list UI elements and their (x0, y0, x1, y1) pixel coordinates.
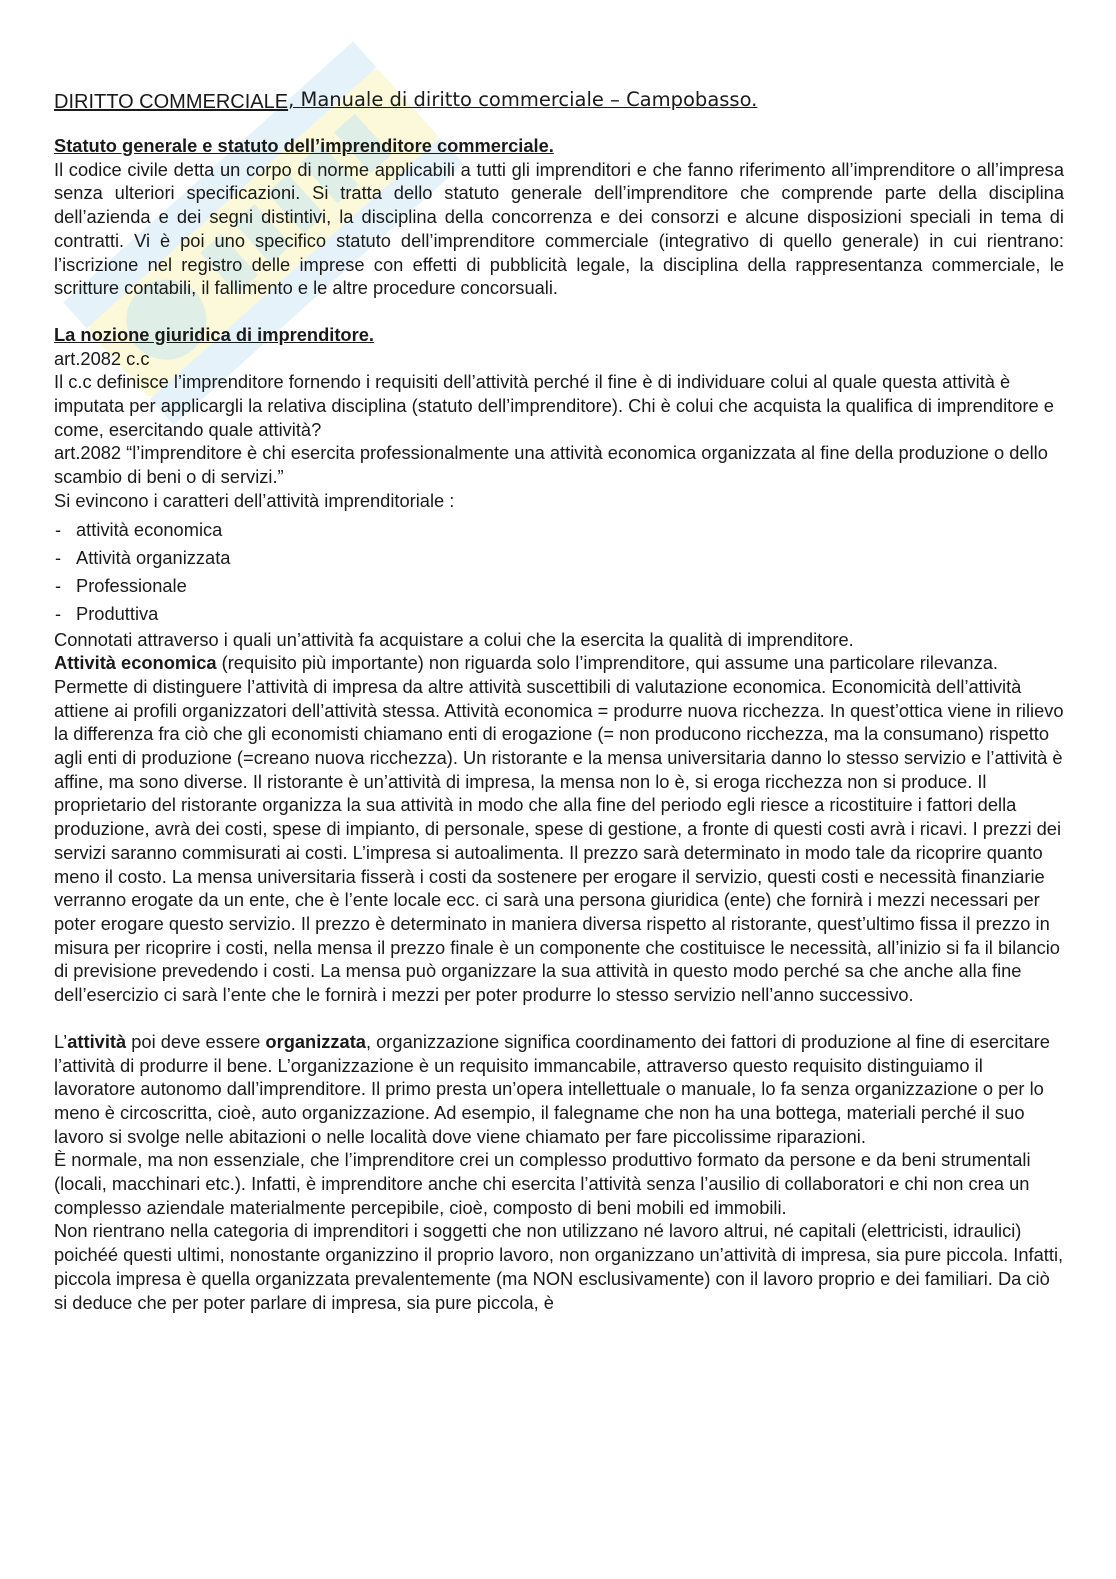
paragraph-connotati: Connotati attraverso i quali un’attività fa acquistare a colui che la esercita la qualità di imprenditore. (54, 628, 854, 650)
list-item: - Produttiva (54, 600, 1064, 628)
section-heading-statuto: Statuto generale e statuto dell’imprenditore commerciale. (54, 135, 554, 156)
document-title (54, 88, 1064, 116)
paragraph-complesso-produttivo: È normale, ma non essenziale, che l’imprenditore crei un complesso produttivo formato da persone e da beni strumentali (locali, macchinari etc.). Infatti, è imprenditore anche chi esercita l’attività senza l’ausilio di collaboratori e chi non crea un complesso aziendale materialmente percepibile, cioè, composto di beni mobili ed immobili. (54, 1149, 1031, 1218)
paragraph-caratteri-intro: Si evincono i caratteri dell’attività imprenditoriale : (54, 489, 455, 511)
bold-term: organizzata (265, 1030, 366, 1052)
section-statuto-body: Il codice civile detta un corpo di norme applicabili a tutti gli imprenditori e che fanno riferimento all’imprenditore o all’impresa senza ulteriori specificazioni. Si tratta dello statuto generale dell’imprenditore che comprende parte della disciplina dell’azienda e dei segni distintivi, la disciplina della concorrenza e dei consorzi e alcune disposizioni speciali in tema di contratti. Vi è poi uno specifico statuto dell’imprenditore commerciale (integrativo di quello generale) in cui rientrano: l’iscrizione nel registro delle imprese con effetti di pubblicità legale, la disciplina della rappresentanza commerciale, le scritture contabili, il fallimento e le altre procedure concorsuali. (54, 158, 1064, 299)
list-item: - Professionale (54, 572, 1064, 600)
list-item: - Attività organizzata (54, 544, 1064, 572)
paragraph-art2082: art.2082 “l’imprenditore è chi esercita professionalmente una attività economica organizzata al fine della produzione o dello scambio di beni o di servizi.” (54, 442, 1048, 488)
bold-term: Attività economica (54, 652, 217, 674)
bold-term: attività (67, 1030, 127, 1052)
paragraph-non-rientrano: Non rientrano nella categoria di imprenditori i soggetti che non utilizzano né lavoro altrui, né capitali (elettricisti, idraulici) poichéé questi ultimi, nonostante organizzino il proprio lavoro, non organizzano un’attività di impresa, sia pure piccola. Infatti, piccola impresa è quella organizzata prevalentemente (ma NON esclusivamente) con il lavoro proprio e dei familiari. Da ciò si deduce che per poter parlare di impresa, sia pure piccola, è (54, 1220, 1064, 1313)
article-reference: art.2082 c.c (54, 347, 150, 369)
caratteri-list (54, 516, 1064, 628)
list-item: - attività economica (54, 516, 1064, 544)
title-main: DIRITTO COMMERCIALE (54, 91, 289, 113)
title-subtitle: , Manuale di diritto commerciale – Campobasso. (288, 88, 758, 111)
paragraph-attivita-economica: Attività economica (requisito più importante) non riguarda solo l’imprenditore, qui assume una particolare rilevanza. Permette di distinguere l’attività di impresa da altre attività suscettibili di valutazione economica. Economicità dell’attività attiene ai profili organizzatori dell’attività stessa. Attività economica = produrre nuova ricchezza. In quest’ottica viene in rilievo la differenza fra ciò che gli economisti chiamano enti di erogazione (= non producono ricchezza, ma la consumano) rispetto agli enti di produzione (=creano nuova ricchezza). Un ristorante e la mensa universitaria danno lo stesso servizio e l’attività è affine, ma sono diverse. Il ristorante è un’attività di impresa, la mensa non lo è, si eroga ricchezza non si produce. Il proprietario del ristorante organizza la sua attività in modo che alla fine del periodo egli riesce a ricostituire i fattori della produzione, avrà dei costi, spese di impianto, di personale, spese di gestione, a fronte di questi costi avrà i ricavi. I prezzi dei servizi saranno commisurati ai costi. L’impresa si autoalimenta. Il prezzo sarà determinato in modo tale da ricoprire quanto meno il costo. La mensa universitaria fisserà i costi da sostenere per erogare il servizio, questi costi e necessità finanziarie verranno erogate da un ente, che è l’ente locale ecc. ci sarà una persona giuridica (ente) che fornirà i mezzi necessari per poter erogare questo servizio. Il prezzo è determinato in maniera diversa rispetto al ristorante, quest’ultimo fissa il prezzo in misura per ricoprire i costi, nella mensa il prezzo finale è un componente che costituisce le necessità, all’inizio si fa il bilancio di previsione prevedendo i costi. La mensa può organizzare la sua attività in questo modo perché sa che anche alla fine dell’esercizio ci sarà l’ente che le fornirà i mezzi per poter produrre lo stesso servizio nell’anno successivo. (54, 652, 1064, 1006)
section-heading-nozione: La nozione giuridica di imprenditore. (54, 323, 374, 345)
paragraph-definizione: Il c.c definisce l’imprenditore fornendo i requisiti dell’attività perché il fine è di individuare colui al quale questa attività è imputata per applicargli la relativa disciplina (statuto dell’imprenditore). Chi è colui che acquista la qualifica di imprenditore e come, esercitando quale attività? (54, 371, 1054, 440)
document-page (54, 88, 1064, 1314)
paragraph-attivita-organizzata: L’attività poi deve essere organizzata, organizzazione significa coordinamento dei fattori di produzione al fine di esercitare l’attività di produrre il bene. L’organizzazione è un requisito immancabile, attraverso questo requisito distinguiamo il lavoratore autonomo dall’imprenditore. Il primo presta un’opera intellettuale o manuale, lo fa senza organizzazione o per lo meno è circoscritta, cioè, auto organizzazione. Ad esempio, il falegname che non ha una bottega, materiali perché il suo lavoro si svolge nelle abitazioni o nelle località dove viene chiamato per fare piccolissime riparazioni. (54, 1030, 1050, 1147)
